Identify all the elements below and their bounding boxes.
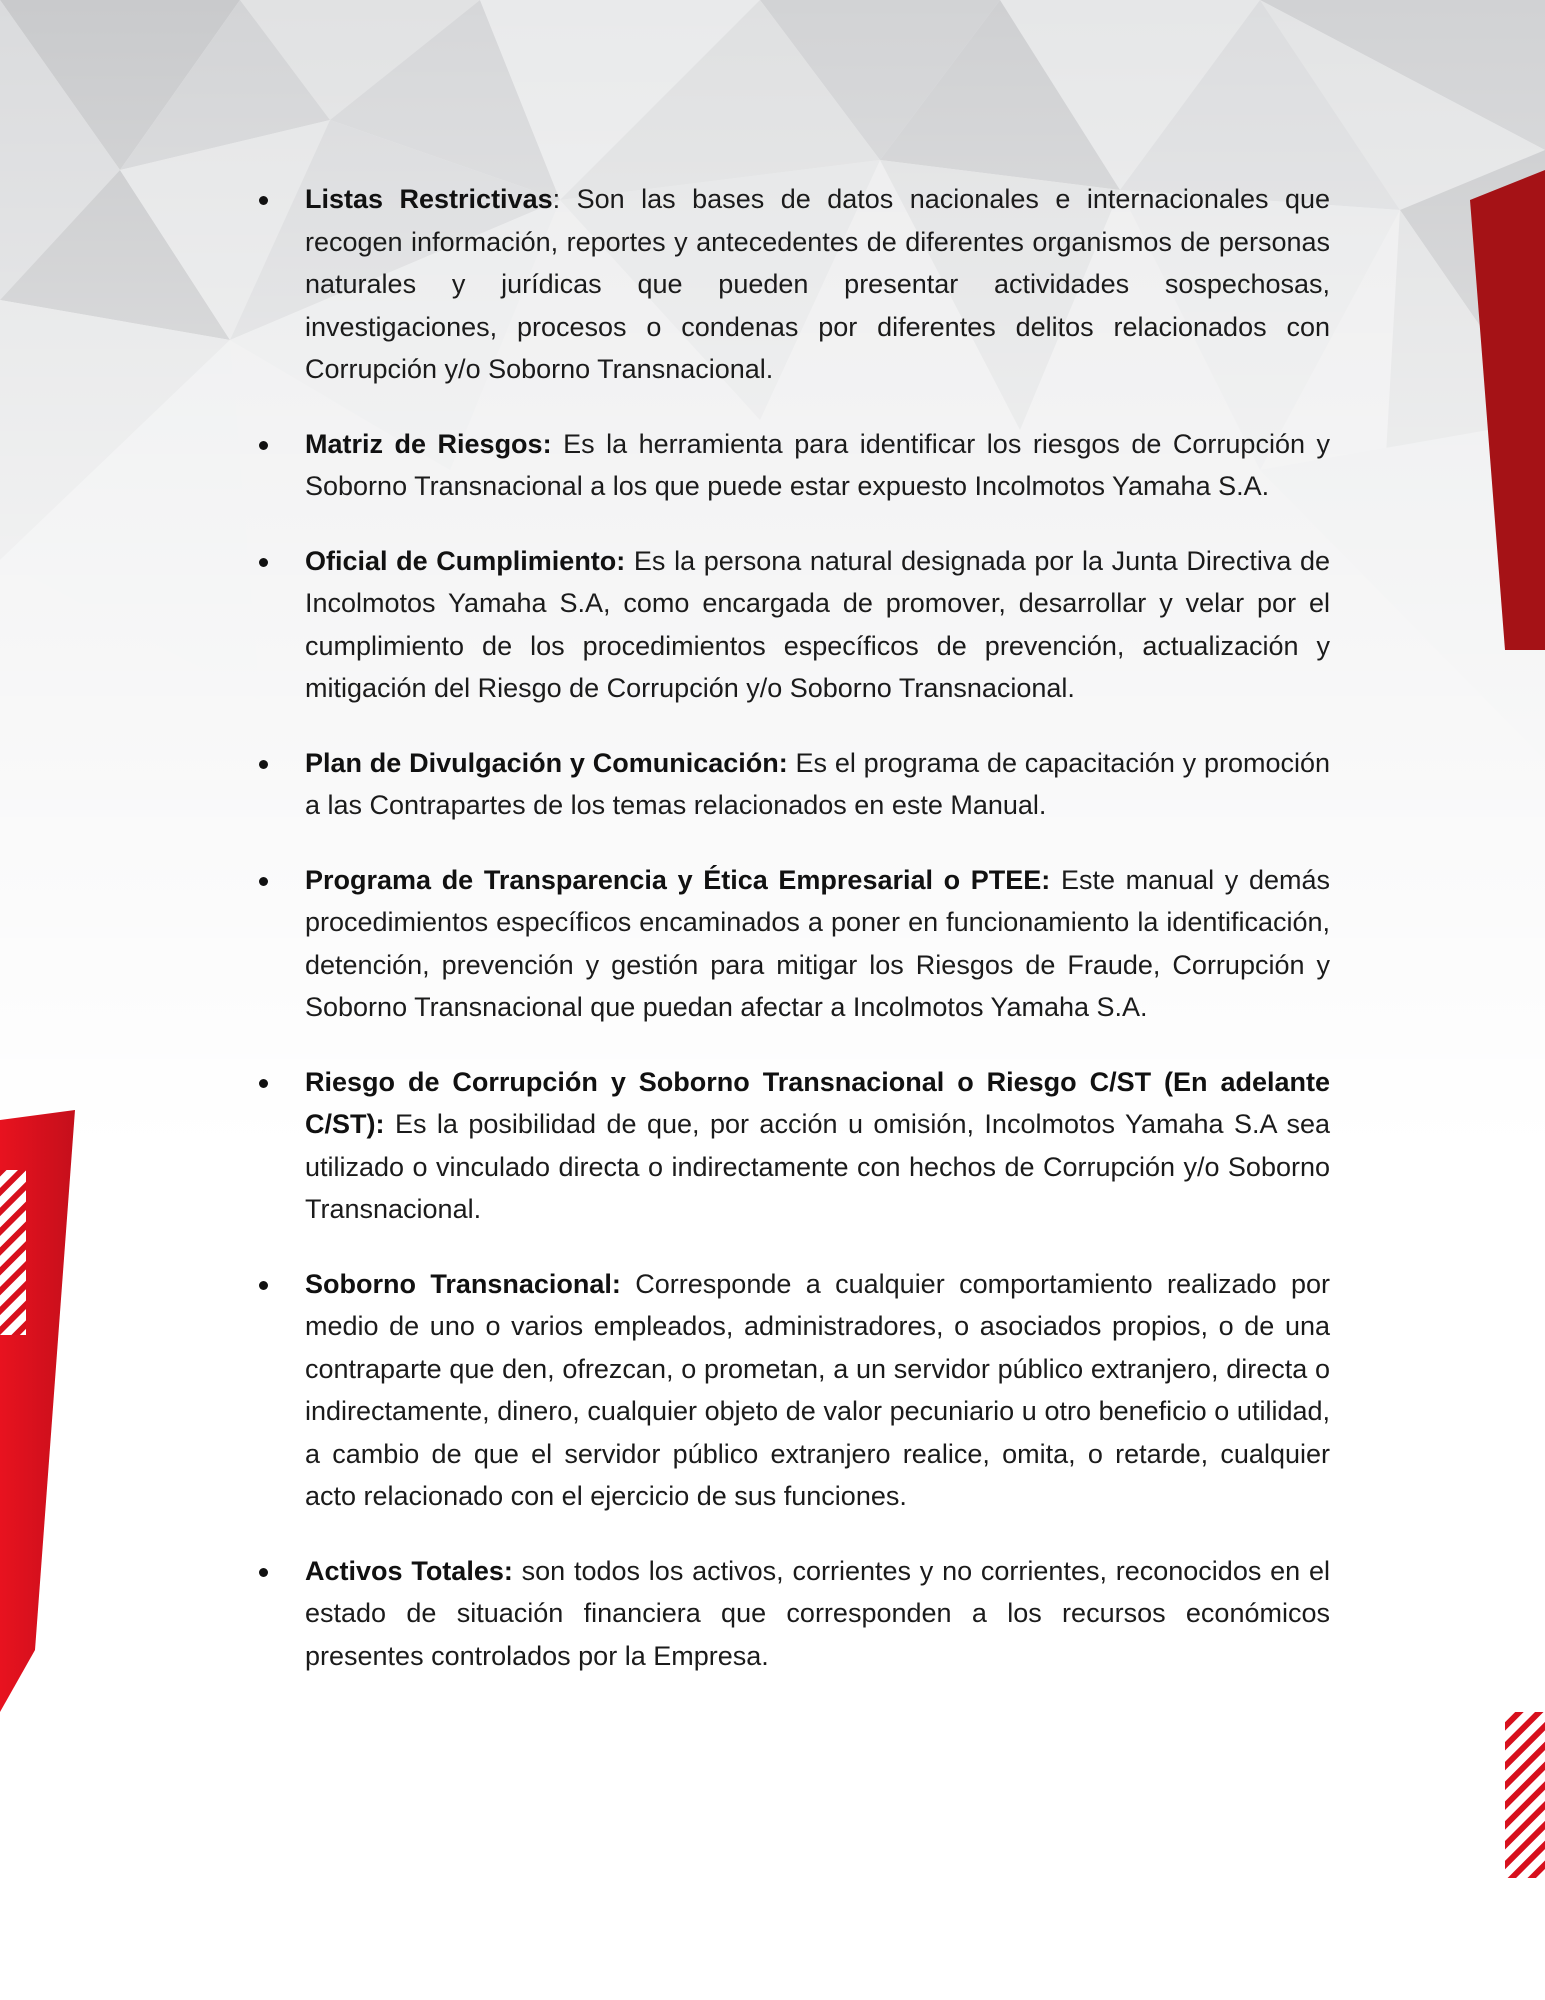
definition-term: Programa de Transparencia y Ética Empresarial o PTEE: bbox=[305, 864, 1051, 895]
definition-riesgo-cst bbox=[255, 1061, 1330, 1231]
definitions-section bbox=[255, 178, 1330, 1709]
bullet-icon bbox=[259, 1281, 268, 1290]
definition-text: Es el programa de capacitación y promoción a las Contrapartes de los temas relacionados en este Manual. bbox=[305, 747, 1330, 820]
definition-plan-de-divulgacion bbox=[255, 742, 1330, 827]
definition-term: Oficial de Cumplimiento: bbox=[305, 545, 626, 576]
corner-hatch bbox=[1505, 1712, 1545, 1878]
definition-text: Este manual y demás procedimientos específicos encaminados a poner en funcionamiento la identificación, detención, prevención y gestión para mitigar los Riesgos de Fraude, Corrupción y Soborno Transnacional que puedan afectar a Incolmotos Yamaha S.A. bbox=[305, 864, 1330, 1022]
definition-text: Es la herramienta para identificar los riesgos de Corrupción y Soborno Transnacional a los que puede estar expuesto Incolmotos Yamaha S.A. bbox=[305, 428, 1330, 501]
bullet-icon bbox=[259, 441, 268, 450]
bullet-icon bbox=[259, 877, 268, 886]
definition-term: Riesgo de Corrupción y Soborno Transnacional o Riesgo C/ST (En adelante C/ST): bbox=[305, 1066, 1330, 1139]
left-red-band bbox=[0, 1110, 75, 1712]
bullet-icon bbox=[259, 196, 268, 205]
definition-term: Matriz de Riesgos: bbox=[305, 428, 552, 459]
definition-term: Plan de Divulgación y Comunicación: bbox=[305, 747, 788, 778]
definition-term: Activos Totales: bbox=[305, 1555, 513, 1586]
definition-text: son todos los activos, corrientes y no corrientes, reconocidos en el estado de situación financiera que corresponden a los recursos económicos presentes controlados por la Empresa. bbox=[305, 1555, 1330, 1671]
definition-text: Es la persona natural designada por la Junta Directiva de Incolmotos Yamaha S.A, como encargada de promover, desarrollar y velar por el cumplimiento de los procedimientos específicos de prevención, actualización y mitigación del Riesgo de Corrupción y/o Soborno Transnacional. bbox=[305, 545, 1331, 703]
definition-ptee bbox=[255, 859, 1330, 1029]
bullet-icon bbox=[259, 760, 268, 769]
definition-matriz-de-riesgos bbox=[255, 423, 1330, 508]
definition-term: Soborno Transnacional: bbox=[305, 1268, 621, 1299]
definition-text: Es la posibilidad de que, por acción u omisión, Incolmotos Yamaha S.A sea utilizado o vinculado directa o indirectamente con hechos de Corrupción y/o Soborno Transnacional. bbox=[305, 1109, 1330, 1224]
definition-text: Son las bases de datos nacionales e internacionales que recogen información, reportes y antecedentes de diferentes organismos de personas naturales y jurídicas que pueden presentar actividades sospechosas, investigaciones, procesos o condenas por diferentes delitos relacionados con Corrupción y/o Soborno Transnacional. bbox=[305, 184, 1331, 384]
definition-list bbox=[255, 178, 1330, 1677]
bullet-icon bbox=[259, 1568, 268, 1577]
definition-activos-totales bbox=[255, 1550, 1330, 1678]
definition-separator: : bbox=[552, 184, 561, 214]
definition-oficial-de-cumplimiento bbox=[255, 540, 1330, 710]
definition-soborno-transnacional bbox=[255, 1263, 1330, 1518]
bullet-icon bbox=[259, 558, 268, 567]
definition-text: Corresponde a cualquier comportamiento realizado por medio de uno o varios empleados, administradores, o asociados propios, o de una contraparte que den, ofrezcan, o prometan, a un servidor público extranjero, directa o indirectamente, dinero, cualquier objeto de valor pecuniario u otro beneficio o utilidad, a cambio de que el servidor público extranjero realice, omita, o retarde, cualquier acto relacionado con el ejercicio de sus funciones. bbox=[305, 1268, 1330, 1511]
definition-listas-restrictivas bbox=[255, 178, 1330, 391]
definition-term: Listas Restrictivas bbox=[305, 184, 553, 214]
bullet-icon bbox=[259, 1079, 268, 1088]
